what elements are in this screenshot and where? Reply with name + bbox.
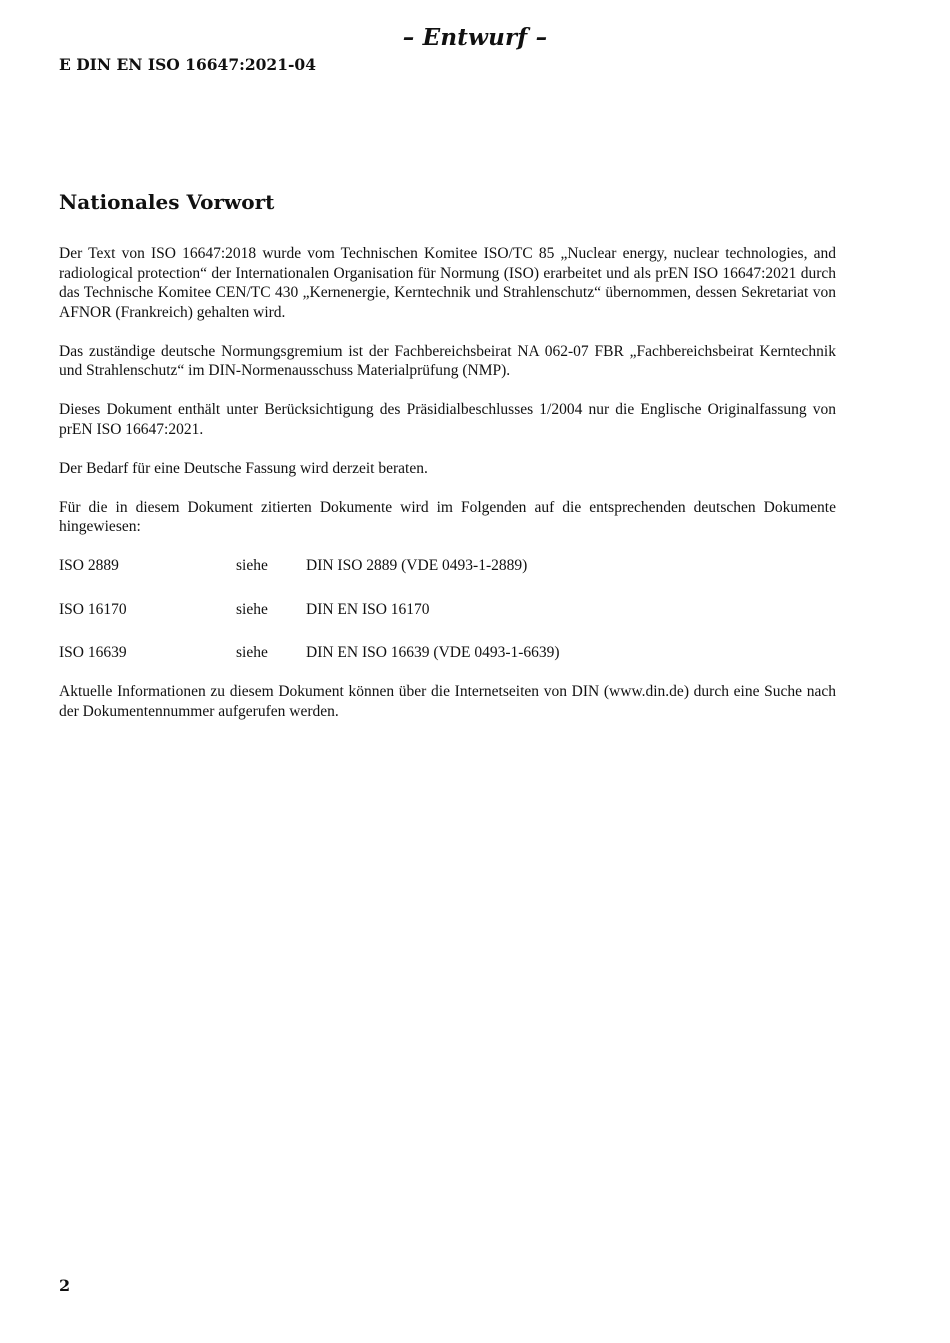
reference-iso: ISO 16170: [59, 600, 127, 618]
reference-iso: ISO 16639: [59, 644, 127, 661]
reference-row: [59, 643, 836, 668]
paragraph: Der Bedarf für eine Deutsche Fassung wird derzeit beraten.: [59, 459, 428, 477]
reference-row: [59, 600, 836, 644]
page-title: Nationales Vorwort: [59, 190, 275, 214]
reference-relation: siehe: [236, 644, 268, 661]
reference-relation: siehe: [236, 600, 268, 618]
paragraph: Das zuständige deutsche Normungsgremium ist der Fachbereichsbeirat NA 062-07 FBR „Fachbereichsbeirat Kerntechnik und Strahlenschutz“ im DIN-Normenausschuss Materialprüfung (NMP).: [59, 342, 836, 379]
paragraph: Der Text von ISO 16647:2018 wurde vom Technischen Komitee ISO/TC 85 „Nuclear energy, nuclear technologies, and radiological protection“ der Internationalen Organisation für Normung (ISO) erarbeitet und als prEN ISO 16647:2021 durch das Technische Komitee CEN/TC 430 „Kernenergie, Kerntechnik und Strahlenschutz“ übernommen, dessen Sekretariat von AFNOR (Frankreich) gehalten wird.: [59, 245, 836, 321]
paragraph: Dieses Dokument enthält unter Berücksichtigung des Präsidialbeschlusses 1/2004 nur die Englische Originalfassung von prEN ISO 16647:2021.: [59, 401, 836, 438]
reference-relation: siehe: [236, 557, 268, 574]
document-id: E DIN EN ISO 16647:2021-04: [59, 55, 316, 74]
main-content: [59, 186, 836, 741]
draft-label: – Entwurf –: [402, 24, 548, 51]
reference-din: DIN EN ISO 16639 (VDE 0493-1-6639): [306, 644, 560, 661]
reference-din: DIN EN ISO 16170: [306, 600, 430, 618]
closing-paragraph: Aktuelle Informationen zu diesem Dokument können über die Internetseiten von DIN (www.din.de) durch eine Suche nach der Dokumentennummer aufgerufen werden.: [59, 683, 836, 720]
reference-table: [59, 556, 836, 668]
paragraph: Für die in diesem Dokument zitierten Dokumente wird im Folgenden auf die entsprechenden deutschen Dokumente hingewiesen:: [59, 498, 836, 535]
reference-iso: ISO 2889: [59, 557, 119, 574]
reference-din: DIN ISO 2889 (VDE 0493-1-2889): [306, 557, 528, 574]
reference-row: [59, 556, 836, 600]
page-number: 2: [59, 1276, 71, 1295]
